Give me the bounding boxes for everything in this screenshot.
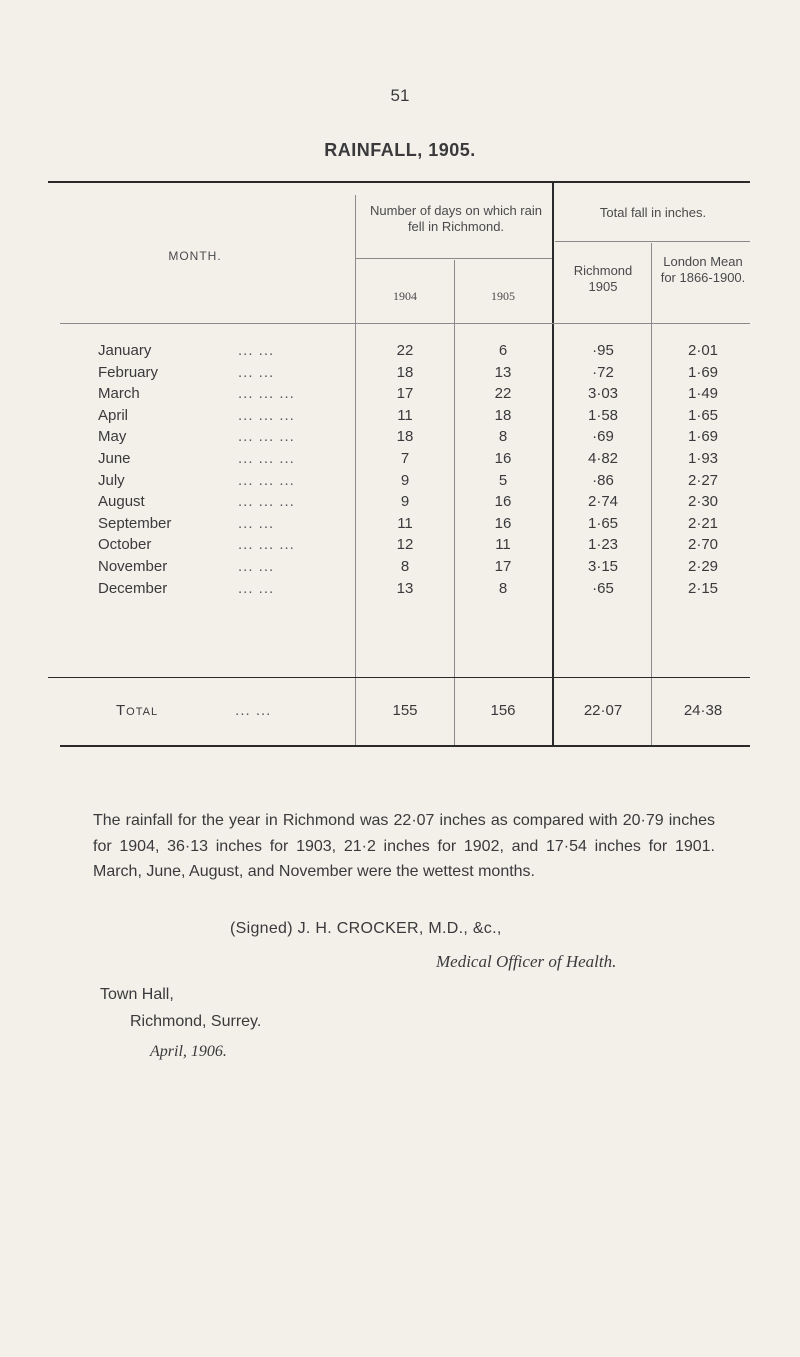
leader-dots: ... ... ... [238,385,295,403]
table-row [98,578,348,600]
days-1905-column [458,340,548,599]
month-name: November [98,557,168,575]
table-cell: 2·27 [687,471,719,489]
header-days: Number of days on which rain fell in Richmond. [370,203,542,234]
table-row [98,340,348,362]
total-dots: ... ... [235,702,272,719]
table-row [98,513,348,535]
total-1905: 156 [490,702,516,719]
header-1904: 1904 [393,289,417,303]
table-row [98,556,348,578]
table-cell: 16 [494,493,512,511]
month-name: April [98,406,129,424]
table-cell: 9 [400,471,410,489]
table-cell: 11 [495,536,511,554]
table-cell: 16 [494,449,512,467]
leader-dots: ... ... [238,579,275,597]
table-cell: 1·58 [587,406,619,424]
address-line-2: Richmond, Surrey. [130,1013,262,1030]
richmond-1905-column [558,340,648,599]
month-name: March [98,385,140,403]
month-name: September [98,514,172,532]
leader-dots: ... ... [238,557,275,575]
page-title: RAINFALL, 1905. [324,140,476,160]
month-name: December [98,579,168,597]
month-days-divider [355,195,356,745]
table-cell: 2·29 [687,557,719,575]
month-name: October [98,536,152,554]
table-cell: 1·49 [687,385,719,403]
table-row [98,491,348,513]
table-row [98,362,348,384]
table-cell: 22 [494,385,512,403]
table-cell: 2·70 [687,536,719,554]
table-row [98,534,348,556]
total-label-cell [116,702,346,719]
table-cell: ·69 [592,428,614,446]
table-cell: 1·69 [687,363,719,381]
month-name: February [98,363,159,381]
table-cell: 1·23 [587,536,619,554]
table-cell: ·65 [592,579,614,597]
table-cell: ·86 [592,471,614,489]
header-month: MONTH. [168,249,222,263]
signature: (Signed) J. H. CROCKER, M.D., &c., [230,920,502,937]
table-cell: 1·69 [687,428,719,446]
table-cell: 2·15 [687,579,719,597]
table-cell: 22 [396,342,414,359]
table-bottom-rule [60,745,750,747]
table-cell: 11 [397,514,413,532]
table-row [98,470,348,492]
table-cell: 11 [397,406,413,424]
days-1904-column [360,340,450,599]
days-total-divider [552,181,554,746]
leader-dots: ... ... [238,363,275,381]
address-line-1: Town Hall, [100,986,174,1003]
month-name: January [98,342,152,359]
table-cell: 1·65 [687,406,719,424]
document-date: April, 1906. [150,1043,227,1060]
summary-paragraph: The rainfall for the year in Richmond was 22·07 inches as compared with 20·79 inches for 1904, 36·13 inches for 1903, 21·2 inches for 1902, and 17·54 inches for 1901. March, June, August, and November were the wettest months. [93,812,715,880]
table-cell: 1·93 [687,449,719,467]
table-cell: 18 [494,406,512,424]
leader-dots: ... ... ... [238,536,295,554]
header-bottom-rule [60,323,750,324]
table-cell: 12 [396,536,414,554]
table-cell: 3·03 [587,385,619,403]
table-cell: 13 [494,363,512,381]
table-cell: 1·65 [587,514,619,532]
leader-dots: ... ... ... [238,471,295,489]
month-name: May [98,428,127,446]
month-name: July [98,471,125,489]
total-richmond: 22·07 [583,702,623,719]
richmond-london-divider [651,243,652,745]
table-cell: 2·74 [587,493,619,511]
london-mean-column [656,340,750,599]
leader-dots: ... ... [238,514,275,532]
table-row [98,426,348,448]
leader-dots: ... ... ... [238,406,295,424]
table-cell: 7 [400,449,410,467]
table-cell: 17 [494,557,512,575]
month-name: June [98,449,131,467]
total-london: 24·38 [683,702,723,719]
table-row [98,405,348,427]
table-cell: 3·15 [587,557,619,575]
table-cell: ·72 [592,363,614,381]
table-cell: 17 [396,385,414,403]
table-cell: 2·30 [687,493,719,511]
table-cell: 13 [396,579,414,597]
table-cell: 5 [498,471,508,489]
total-top-rule [48,677,750,678]
header-richmond-1905: Richmond 1905 [573,263,633,294]
table-top-rule [48,181,750,183]
page-number: 51 [390,86,410,105]
total-subheader-rule [555,241,750,242]
table-cell: 16 [494,514,512,532]
table-cell: ·95 [592,342,614,359]
leader-dots: ... ... ... [238,428,295,446]
officer-title: Medical Officer of Health. [436,952,617,971]
total-label: Total [116,702,159,719]
table-cell: 2·01 [687,342,719,359]
header-1905: 1905 [491,289,515,303]
table-cell: 2·21 [687,514,719,532]
leader-dots: ... ... ... [238,449,295,467]
header-total: Total fall in inches. [599,205,707,220]
table-row [98,448,348,470]
table-cell: 9 [400,493,410,511]
month-column [98,340,348,599]
table-row [98,383,348,405]
leader-dots: ... ... ... [238,493,295,511]
header-london-mean: London Mean for 1866-1900. [660,254,746,285]
days-subheader-rule [356,258,552,259]
month-name: August [98,493,145,511]
year-divider [454,260,455,745]
table-cell: 18 [396,428,414,446]
table-cell: 6 [498,342,508,359]
table-cell: 4·82 [587,449,619,467]
table-cell: 8 [498,579,508,597]
table-cell: 18 [396,363,414,381]
total-1904: 155 [392,702,418,719]
leader-dots: ... ... [238,342,275,359]
table-cell: 8 [498,428,508,446]
table-cell: 8 [400,557,410,575]
